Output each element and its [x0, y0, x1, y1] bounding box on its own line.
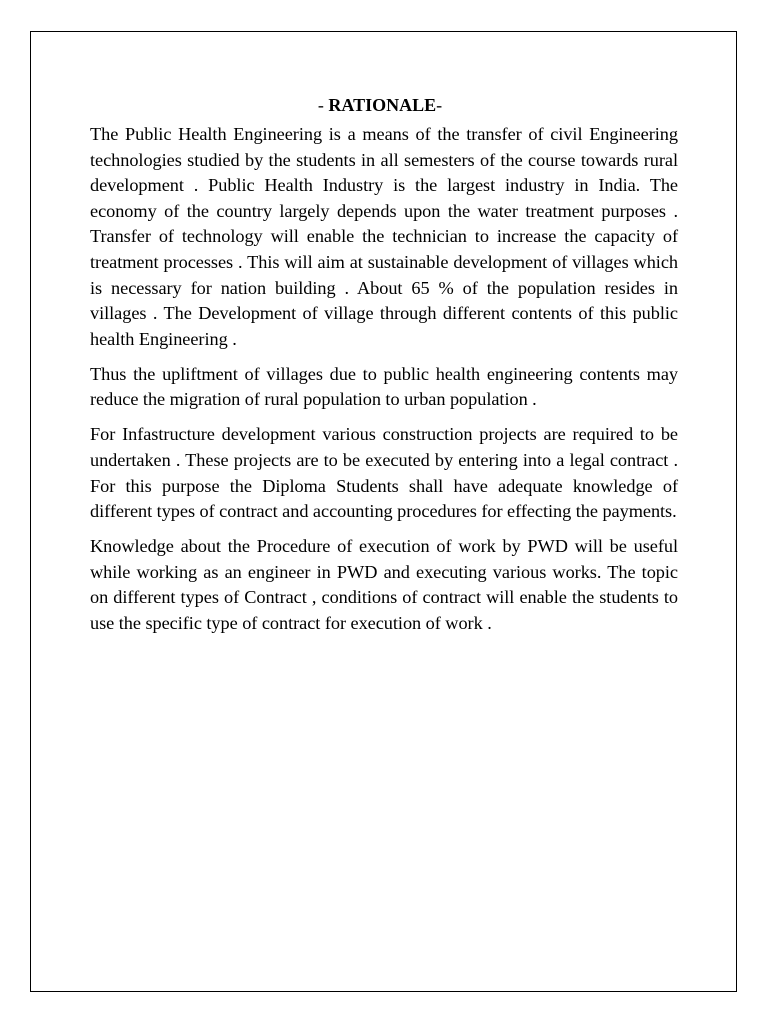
- title-text: RATIONALE: [328, 95, 437, 115]
- title-prefix: -: [317, 95, 329, 115]
- paragraph-1: The Public Health Engineering is a means of the transfer of civil Engineering technologies studied by the students in all semesters of the course towards rural development . Public Health Industry is the largest industry in India. The economy of the country largely depends upon the water treatment purposes . Transfer of technology will enable the technician to increase the capacity of treatment processes . This will aim at sustainable development of villages which is necessary for nation building . About 65 % of the population resides in villages . The Development of village through different contents of this public health Engineering .: [90, 124, 678, 349]
- paragraph-2: Thus the upliftment of villages due to public health engineering contents may reduce the migration of rural population to urban population .: [90, 363, 678, 410]
- paragraph-3: For Infastructure development various construction projects are required to be undertaken . These projects are to be executed by entering into a legal contract . For this purpose the Diploma Students shall have adequate knowledge of different types of contract and accounting procedures for effecting the payments.: [90, 424, 678, 522]
- title-suffix: -: [436, 95, 443, 115]
- paragraph-4: Knowledge about the Procedure of execution of work by PWD will be useful while working as an engineer in PWD and executing various works. The topic on different types of Contract , conditions of contract will enable the students to use the specific type of contract for execution of work .: [90, 536, 678, 633]
- document-body: [90, 92, 678, 646]
- page-title: [90, 92, 678, 118]
